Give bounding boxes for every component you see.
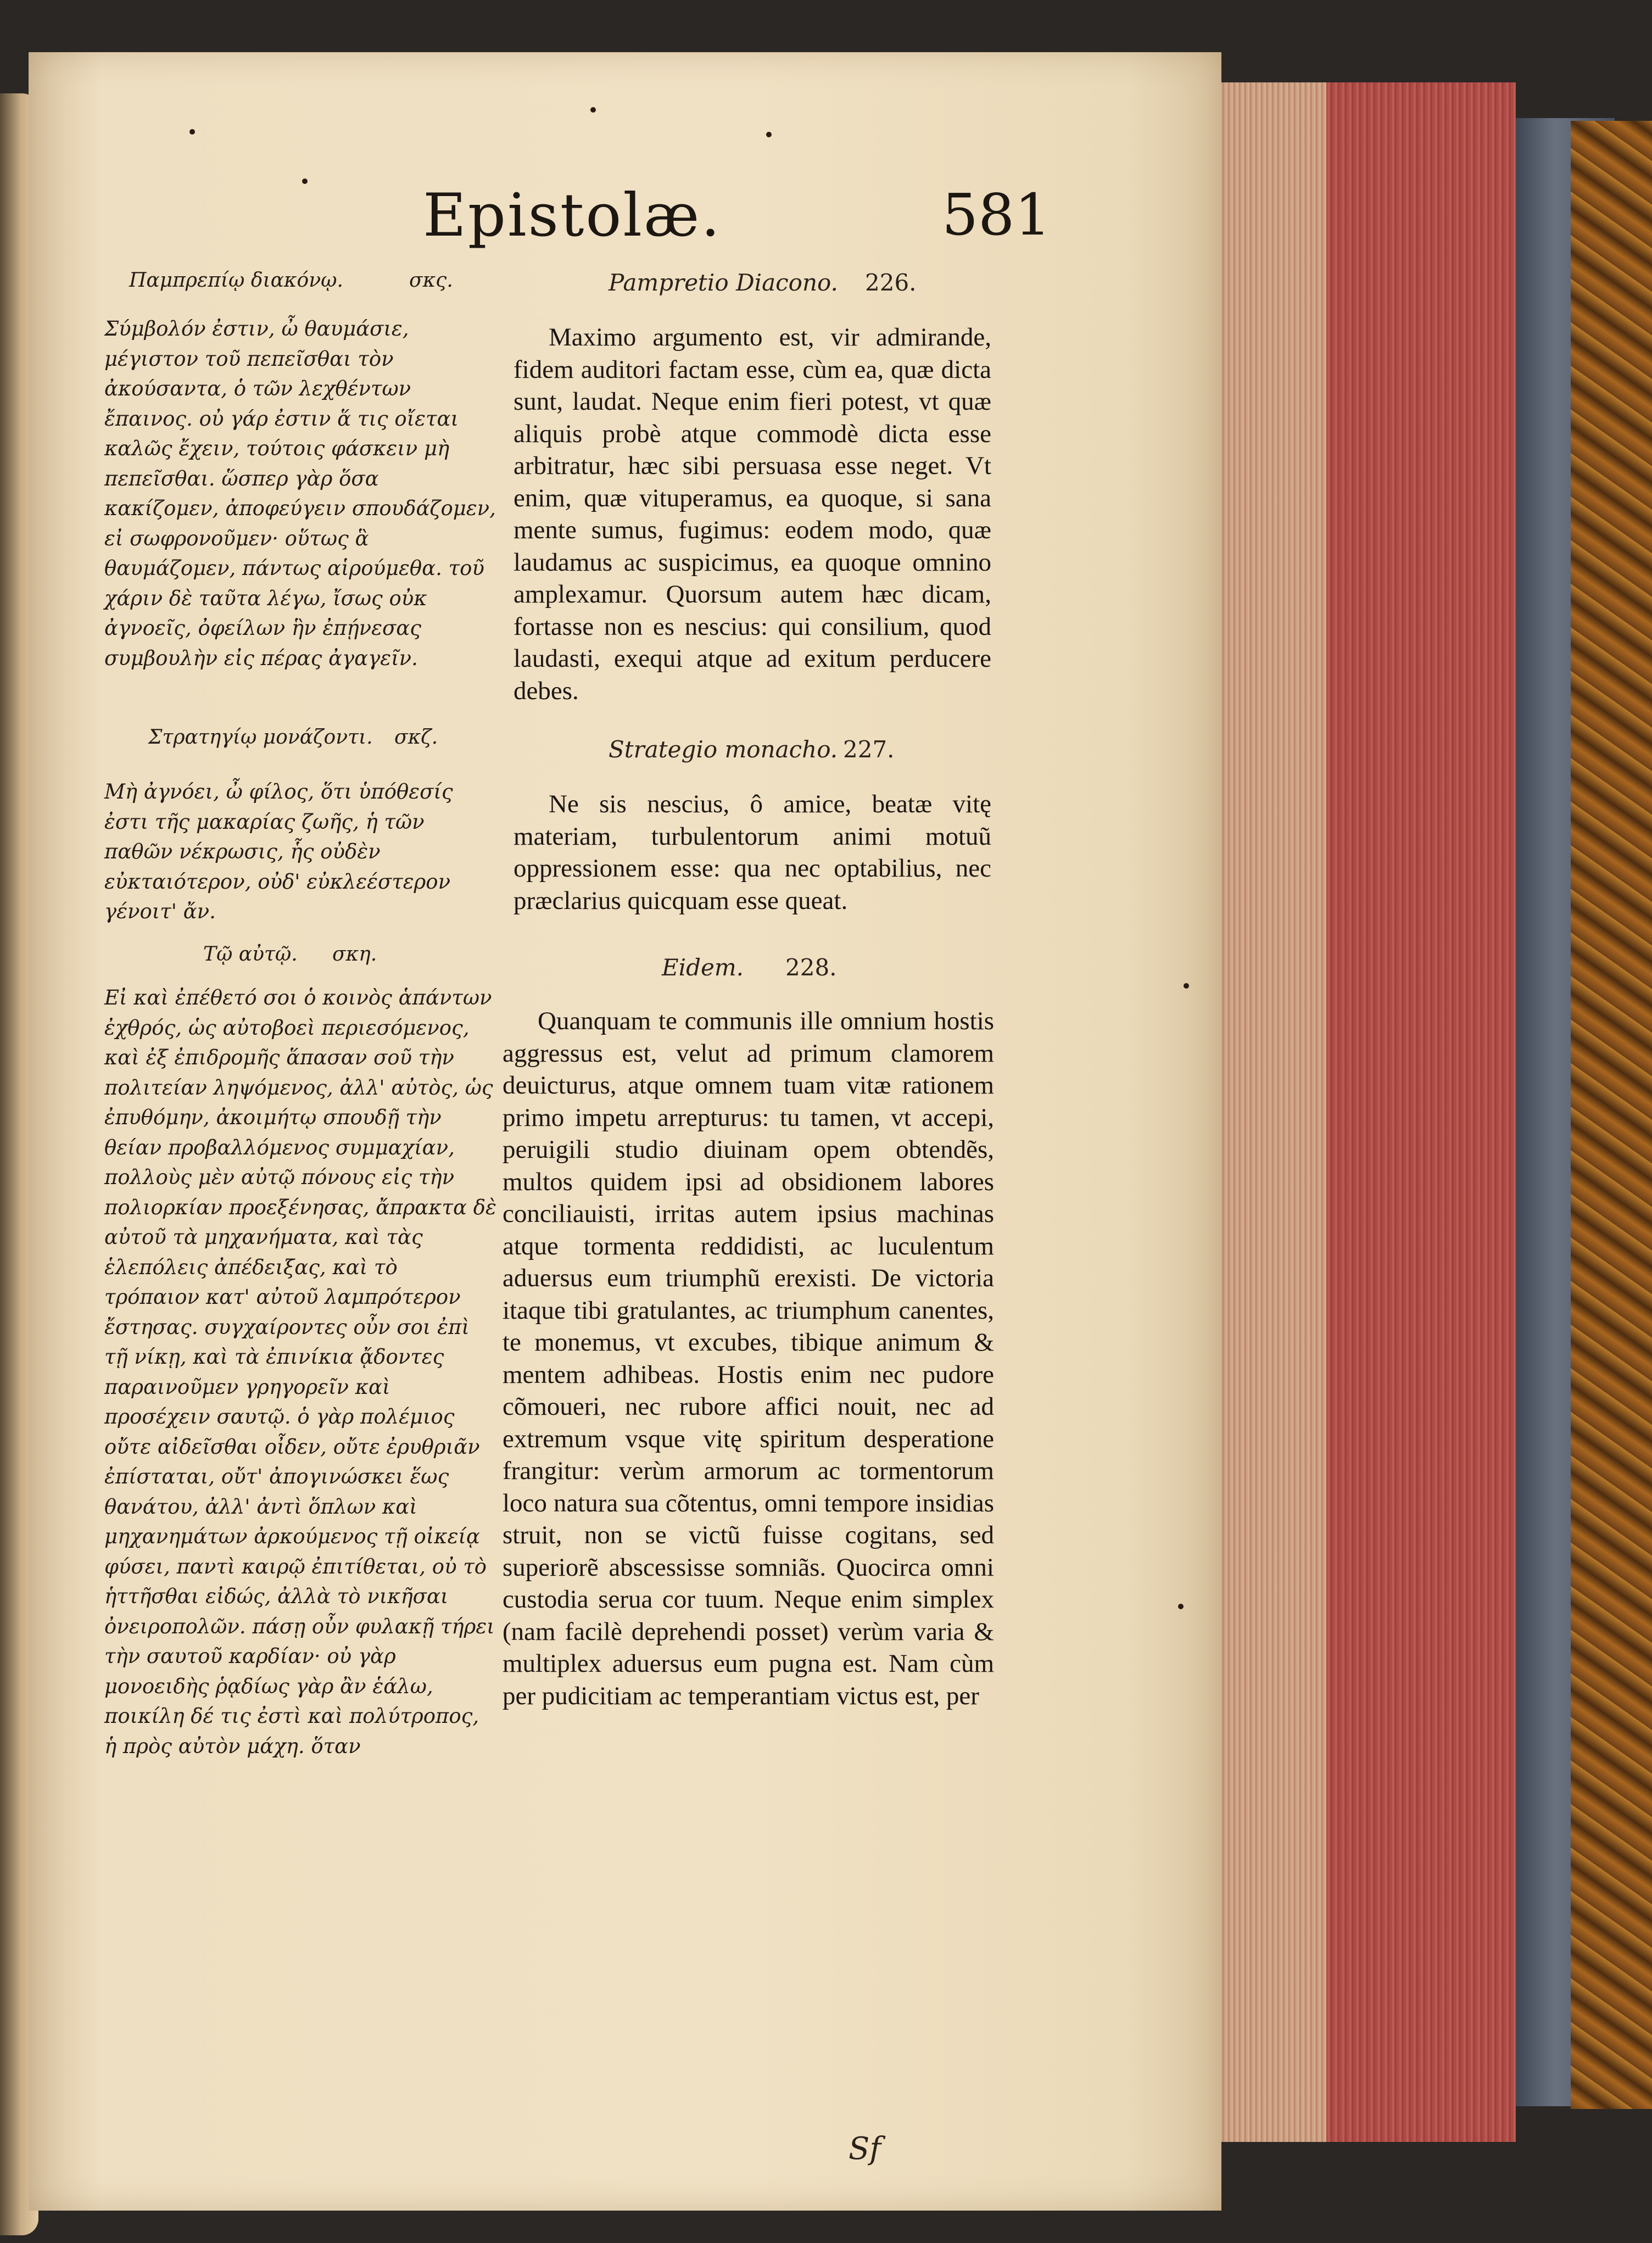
running-title: Epistolæ. [423, 181, 722, 250]
greek-number-228: σκη. [332, 943, 377, 966]
latin-heading-227: Strategio monacho. [609, 736, 838, 763]
page-block-edges [1208, 82, 1516, 2142]
greek-text-227: Μὴ ἀγνόει, ὦ φίλος, ὅτι ὑπόθεσίς ἐστι τῆς μακαρίας ζωῆς, ἡ τῶν παθῶν νέκρωσις, ἧς οὐδὲν εὐκταιότερον, οὐδ' εὐκλεέστερον γένοιτ' ἄν. [104, 780, 453, 923]
greek-number-226: σκς. [409, 269, 453, 292]
greek-number-227: σκζ. [394, 726, 438, 749]
latin-heading-226: Pampretio Diacono. [609, 269, 838, 296]
latin-number-228: 228. [785, 954, 837, 981]
paper-speck [189, 129, 195, 135]
greek-heading-226: Παμπρεπίῳ διακόνῳ. [129, 269, 343, 292]
signature-mark: Sf [849, 2131, 881, 2167]
paper-speck [1178, 1604, 1184, 1609]
marbled-cover [1571, 121, 1652, 2109]
greek-heading-227: Στρατηγίῳ μονάζοντι. [148, 726, 373, 749]
paper-speck [590, 107, 596, 113]
greek-heading-228: Τῷ αὐτῷ. [203, 943, 298, 966]
latin-text-228: Quanquam te communis ille omnium hostis aggressus est, velut ad primum clamorem deuicturus, atque omnem tuam vitæ rationem primo impetu arrepturus: tu tamen, vt accepi, peruigili studio diuinam opem obtendẽs, multos quidem ipsi ad obsidionem labores conciliauisti, irritas autem ipsius machinas atque tormenta reddidisti, ac luculentum aduersus eum triumphũ erexisti. De victoria itaque tibi gratulantes, ac triumphum canentes, te monemus, vt excubes, tibique animum & mentem adhibeas. Hostis enim nec pudore cõmoueri, nec rubore affici nouit, nec ad extremum vsque vitę spiritum desperatione frangitur: verùm armorum ac tormentorum loco natura sua cõtentus, omni tempore insidias struit, non se victũ fuisse cogitans, sed superiorẽ abscessisse somniãs. Quocirca omni custodia serua cor tuum. Neque enim simplex (nam facilè deprehendi posset) verùm varia & multiplex aduersus eum pugna est. Nam cùm per pudicitiam ac temperantiam victus est, per [503, 1007, 994, 1710]
latin-text-226: Maximo argumento est, vir admirande, fidem auditori factam esse, cùm ea, quæ dicta sunt, laudat. Neque enim fieri potest, vt quæ aliquis probè atque commodè dicta esse arbitratur, hæc sibi persuasa esse neget. Vt enim, quæ vituperamus, ea quoque, si sana mente sumus, fugimus: eodem modo, quæ laudamus ac suspicimus, ea quoque omnino amplexamur. Quorsum autem hæc dicam, fortasse non es nescius: qui consilium, quod laudasti, exequi atque ad exitum perducere debes. [514, 323, 991, 705]
paper-speck [1184, 983, 1189, 989]
latin-number-226: 226. [865, 269, 917, 296]
greek-text-228: Εἰ καὶ ἐπέθετό σοι ὁ κοινὸς ἁπάντων ἐχθρός, ὡς αὐτοβοεὶ περιεσόμενος, καὶ ἐξ ἐπιδρομῆς ἅπασαν σοῦ τὴν πολιτείαν ληψόμενος, ἀλλ' αὐτὸς, ὡς ἐπυθόμην, ἀκοιμήτῳ σπουδῇ τὴν θείαν προβαλλόμενος συμμαχίαν, πολλοὺς μὲν αὐτῷ πόνους εἰς τὴν πολιορκίαν προεξένησας, ἄπρακτα δὲ αὐτοῦ τὰ μηχανήματα, καὶ τὰς ἑλεπόλεις ἀπέδειξας, καὶ τὸ τρόπαιον κατ' αὐτοῦ λαμπρότερον ἔστησας. συγχαίροντες οὖν σοι ἐπὶ τῇ νίκῃ, καὶ τὰ ἐπινίκια ᾄδοντες παραινοῦμεν γρηγορεῖν καὶ προσέχειν σαυτῷ. ὁ γὰρ πολέμιος οὔτε αἰδεῖσθαι οἶδεν, οὔτε ἐρυθριᾶν ἐπίσταται, οὔτ' ἀπογινώσκει ἕως θανάτου, ἀλλ' ἀντὶ ὅπλων καὶ μηχανημάτων ἀρκούμενος τῇ οἰκείᾳ φύσει, παντὶ καιρῷ ἐπιτίθεται, οὐ τὸ ἡττῆσθαι εἰδώς, ἀλλὰ τὸ νικῆσαι ὀνειροπολῶν. πάσῃ οὖν φυλακῇ τήρει τὴν σαυτοῦ καρδίαν· οὐ γὰρ μονοειδὴς ῥᾳδίως γὰρ ἂν ἑάλω, ποικίλη δέ τις ἐστὶ καὶ πολύτροπος, ἡ πρὸς αὐτὸν μάχη. ὅταν [104, 986, 496, 1758]
latin-heading-228: Eidem. [662, 954, 744, 981]
paper-speck [766, 132, 772, 137]
latin-text-227: Ne sis nescius, ô amice, beatæ vitę materiam, turbulentorum animi motuũ oppressionem esse: qua nec optabilius, nec præclarius quicquam esse queat. [514, 790, 991, 915]
page-number: 581 [942, 181, 1051, 248]
paper-speck [302, 178, 308, 184]
red-edge-stain [1326, 82, 1516, 2142]
greek-text-226: Σύμβολόν ἐστιν, ὦ θαυμάσιε, μέγιστον τοῦ πεπεῖσθαι τὸν ἀκούσαντα, ὁ τῶν λεχθέντων ἔπαινος. οὐ γάρ ἐστιν ἅ τις οἴεται καλῶς ἔχειν, τούτοις φάσκειν μὴ πεπεῖσθαι. ὥσπερ γὰρ ὅσα κακίζομεν, ἀποφεύγειν σπουδάζομεν, εἰ σωφρονοῦμεν· οὕτως ἃ θαυμάζομεν, πάντως αἱρούμεθα. τοῦ χάριν δὲ ταῦτα λέγω, ἴσως οὐκ ἀγνοεῖς, ὀφείλων ἣν ἐπῄνεσας συμβουλὴν εἰς πέρας ἀγαγεῖν. [104, 317, 496, 670]
latin-number-227: 227. [843, 736, 895, 763]
